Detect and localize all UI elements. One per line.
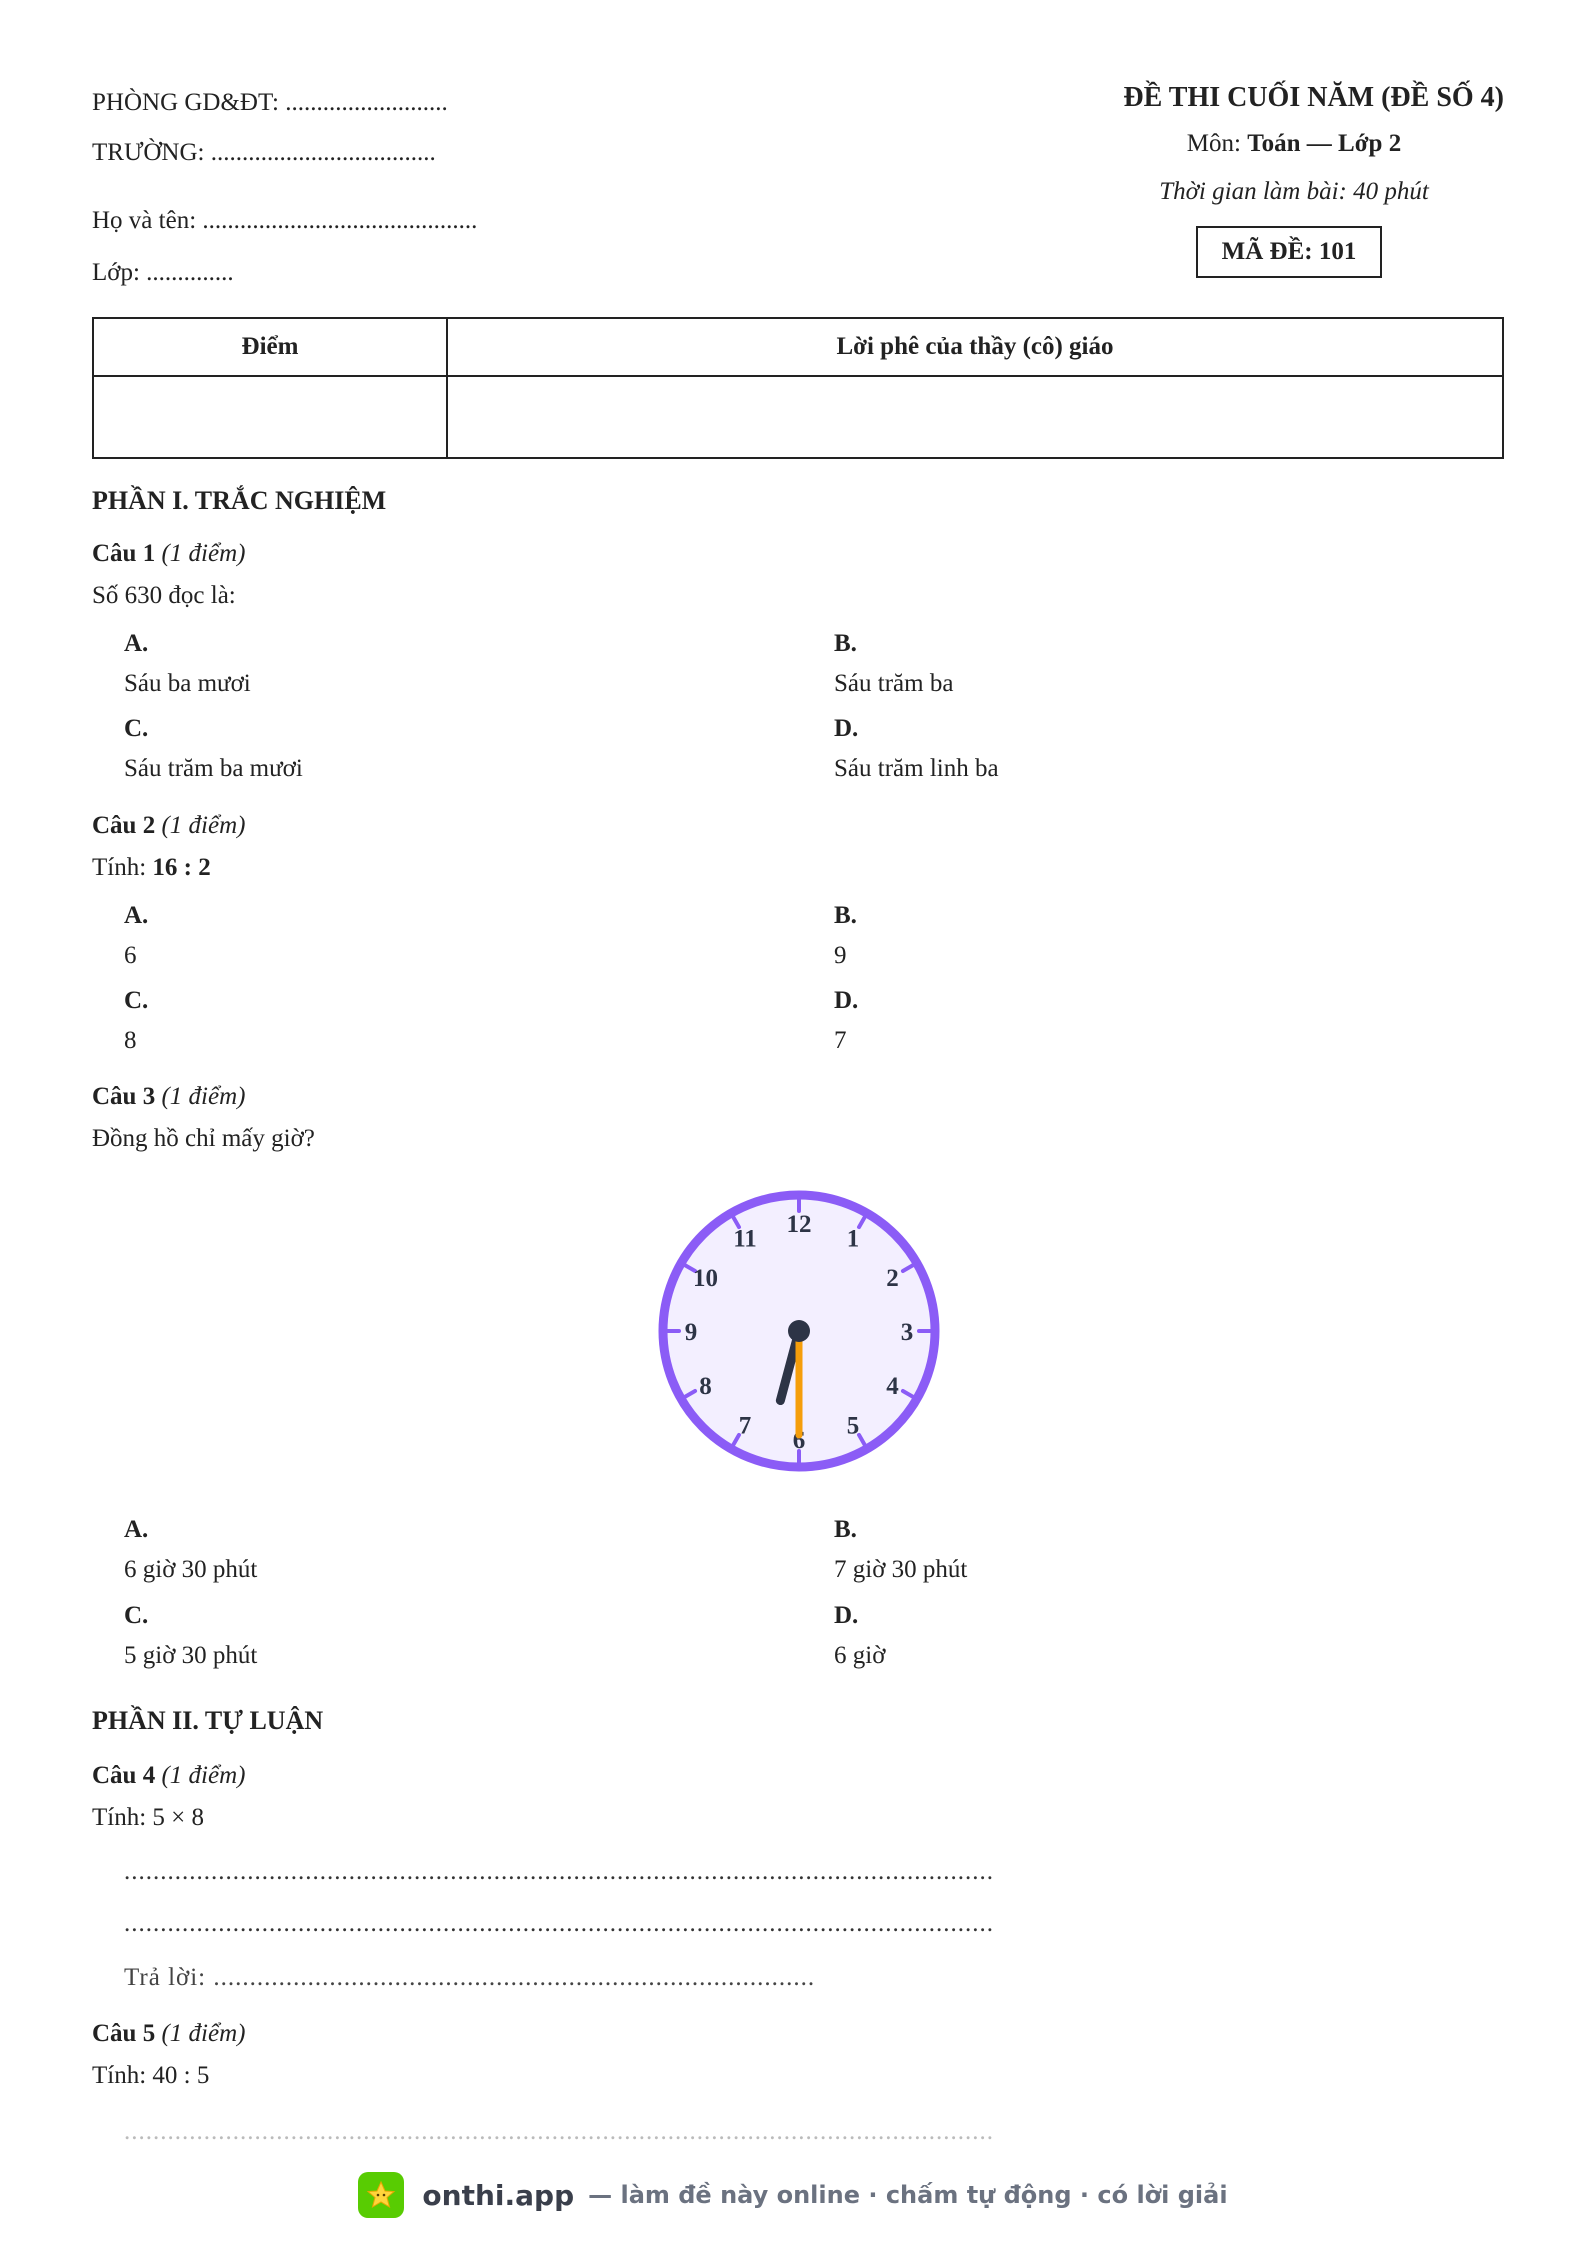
q3-title	[92, 1083, 245, 1111]
q3-points: (1 điểm)	[161, 1083, 246, 1110]
option-letter: B.	[834, 630, 857, 657]
q4-label: Câu 4	[92, 1762, 156, 1789]
option-letter: C.	[124, 715, 149, 742]
clock-number: 6	[792, 1427, 806, 1454]
exam-title: ĐỀ THI CUỐI NĂM (ĐỀ SỐ 4)	[1123, 82, 1504, 113]
q2-option-b[interactable]	[834, 902, 857, 970]
clock-number: 9	[684, 1319, 698, 1346]
option-text: 6 giờ 30 phút	[124, 1556, 258, 1583]
option-text: 7	[834, 1027, 847, 1054]
score-table	[92, 317, 1504, 459]
q2-label: Câu 2	[92, 812, 156, 839]
q4-title	[92, 1762, 245, 1790]
q1-title	[92, 540, 245, 568]
q5-text: Tính: 40 : 5	[92, 2062, 210, 2089]
q2-expression: 16 : 2	[152, 854, 211, 881]
q2-option-a[interactable]	[124, 902, 148, 970]
clock-number: 12	[786, 1211, 812, 1238]
brand-name[interactable]: onthi.app	[422, 2178, 575, 2212]
option-letter: D.	[834, 1602, 859, 1629]
q4-answer-line-1[interactable]: ........................................................................................................................	[124, 1858, 994, 1885]
student-name-line: Họ và tên: ............................................	[92, 207, 478, 234]
q1-option-b[interactable]	[834, 630, 953, 698]
q1-points: (1 điểm)	[161, 540, 246, 567]
option-letter: C.	[124, 1602, 149, 1629]
q5-answer-line-1[interactable]: ........................................................................................................................	[124, 2118, 994, 2145]
option-text: 9	[834, 942, 847, 969]
q5-points: (1 điểm)	[161, 2020, 246, 2047]
option-text: 6	[124, 942, 137, 969]
exam-time: Thời gian làm bài: 40 phút	[1159, 178, 1429, 205]
option-letter: D.	[834, 715, 859, 742]
q4-text: Tính: 5 × 8	[92, 1804, 205, 1831]
option-text: Sáu trăm ba mươi	[124, 755, 303, 782]
q2-points: (1 điểm)	[161, 812, 246, 839]
q3-text: Đồng hồ chỉ mấy giờ?	[92, 1125, 315, 1152]
q2-title	[92, 812, 245, 840]
clock-number: 4	[886, 1373, 899, 1400]
q2-option-c[interactable]	[124, 987, 148, 1055]
part2-title: PHẦN II. TỰ LUẬN	[92, 1706, 324, 1735]
option-text: 5 giờ 30 phút	[124, 1642, 258, 1669]
q3-option-a[interactable]	[124, 1516, 257, 1584]
clock-number: 1	[846, 1225, 860, 1253]
q4-answer-field[interactable]: Trả lời: ...................................................................................	[124, 1964, 816, 1991]
part1-title: PHẦN I. TRẮC NGHIỆM	[92, 486, 387, 515]
option-text: Sáu trăm linh ba	[834, 755, 999, 782]
option-text: 6 giờ	[834, 1642, 886, 1669]
q1-option-d[interactable]	[834, 715, 999, 783]
clock-number: 5	[846, 1412, 860, 1440]
clock-center-pin	[788, 1320, 810, 1342]
option-letter: B.	[834, 1516, 857, 1543]
clock-number: 10	[692, 1265, 718, 1292]
q5-title	[92, 2020, 245, 2048]
q2-text-prefix: Tính:	[92, 854, 153, 881]
clock-number: 8	[699, 1373, 712, 1400]
subject-name: Toán — Lớp 2	[1247, 130, 1402, 157]
option-text: Sáu trăm ba	[834, 670, 954, 697]
q2-text	[92, 854, 211, 882]
q4-points: (1 điểm)	[161, 1762, 246, 1789]
option-text: 7 giờ 30 phút	[834, 1556, 968, 1583]
q1-option-a[interactable]	[124, 630, 251, 698]
option-text: Sáu ba mươi	[124, 670, 251, 697]
q1-text: Số 630 đọc là:	[92, 582, 236, 609]
clock-number: 2	[886, 1265, 899, 1292]
exam-page	[92, 0, 1504, 2244]
comment-cell[interactable]	[447, 376, 1503, 458]
exam-code-badge: MÃ ĐỀ: 101	[1196, 226, 1382, 278]
clock-number: 11	[733, 1225, 757, 1253]
q3-option-c[interactable]	[124, 1602, 257, 1670]
option-letter: A.	[124, 902, 149, 929]
brand-tagline: — làm đề này online · chấm tự động · có lời giải	[588, 2181, 1228, 2209]
option-letter: A.	[124, 630, 149, 657]
onthi-logo	[358, 2172, 404, 2218]
q1-label: Câu 1	[92, 540, 156, 567]
subject-prefix: Môn:	[1186, 130, 1248, 157]
option-letter: A.	[124, 1516, 149, 1543]
option-letter: D.	[834, 987, 859, 1014]
score-cell[interactable]	[93, 376, 447, 458]
score-header: Điểm	[93, 318, 447, 376]
q1-option-c[interactable]	[124, 715, 303, 783]
comment-header: Lời phê của thầy (cô) giáo	[447, 318, 1503, 376]
q3-option-d[interactable]	[834, 1602, 885, 1670]
option-letter: C.	[124, 987, 149, 1014]
department-line: PHÒNG GD&ĐT: ..........................	[92, 89, 448, 116]
clock-face	[656, 1188, 942, 1474]
school-line: TRƯỜNG: ....................................	[92, 139, 436, 166]
class-line: Lớp: ..............	[92, 259, 234, 286]
clock-number: 7	[738, 1412, 752, 1440]
exam-subject	[1084, 130, 1504, 158]
q2-option-d[interactable]	[834, 987, 858, 1055]
star-icon	[366, 2180, 396, 2210]
q3-option-b[interactable]	[834, 1516, 967, 1584]
q4-answer-line-2[interactable]: ........................................................................................................................	[124, 1910, 994, 1937]
footer-banner[interactable]	[0, 2170, 1586, 2220]
q3-label: Câu 3	[92, 1083, 156, 1110]
clock-number: 3	[900, 1319, 914, 1346]
option-text: 8	[124, 1027, 137, 1054]
q5-label: Câu 5	[92, 2020, 156, 2047]
option-letter: B.	[834, 902, 857, 929]
